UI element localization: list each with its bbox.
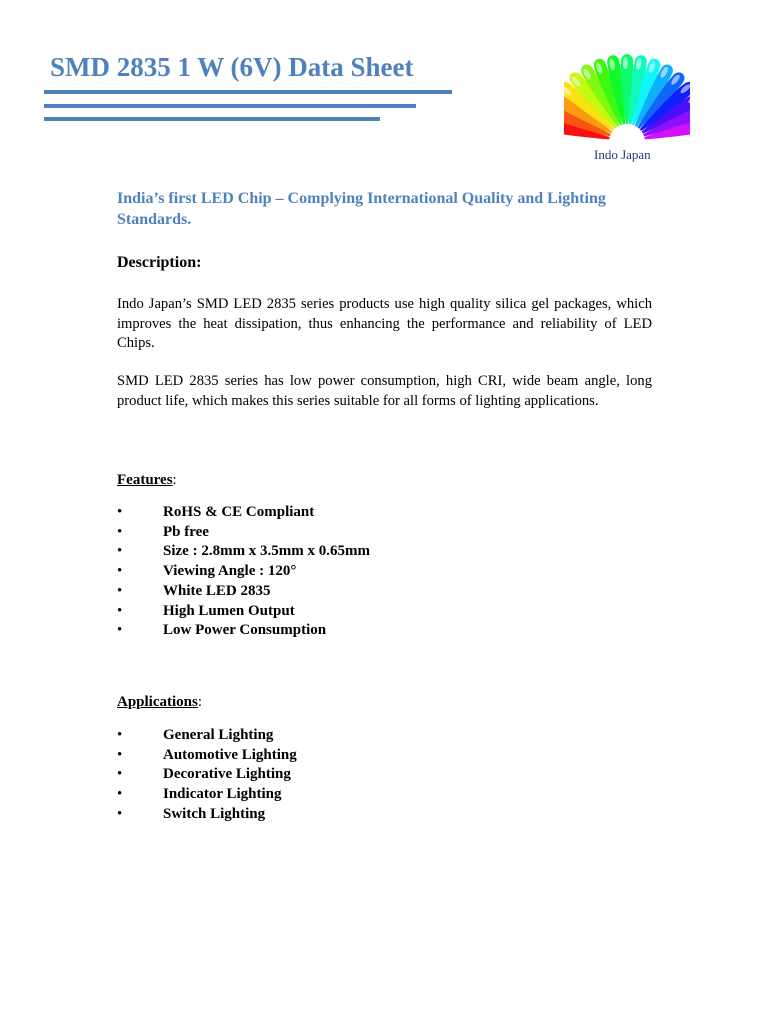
applications-heading	[117, 694, 202, 711]
application-text: Decorative Lighting	[163, 766, 291, 783]
list-item	[117, 805, 297, 825]
list-item	[117, 746, 297, 766]
application-text: Indicator Lighting	[163, 786, 282, 803]
description-paragraph-2: SMD LED 2835 series has low power consumption, high CRI, wide beam angle, long product life, which makes this series suitable for all forms of lighting applications.	[117, 373, 652, 409]
bullet-icon: •	[117, 766, 123, 783]
feature-text: High Lumen Output	[163, 602, 295, 619]
bullet-icon: •	[117, 805, 123, 822]
feature-text: Low Power Consumption	[163, 622, 327, 639]
page-title: SMD 2835 1 W (6V) Data Sheet	[50, 52, 414, 82]
list-item	[117, 785, 297, 805]
list-item	[117, 582, 370, 602]
application-text: General Lighting	[163, 727, 274, 743]
list-item	[117, 621, 370, 641]
list-item	[117, 726, 297, 746]
list-item	[117, 542, 370, 562]
feature-text: RoHS & CE Compliant	[163, 504, 315, 520]
description-paragraph-1: Indo Japan’s SMD LED 2835 series products use high quality silica gel packages, which improves the heat dissipation, thus enhancing the performance and reliability of LED Chips.	[117, 296, 652, 351]
list-item	[117, 523, 370, 543]
list-item	[117, 562, 370, 582]
list-item	[117, 765, 297, 785]
features-heading	[117, 472, 177, 489]
title-rule-2	[44, 104, 416, 108]
logo-ray-highlight	[623, 57, 628, 69]
bullet-icon: •	[117, 622, 123, 639]
feature-text: Viewing Angle : 120°	[163, 563, 297, 580]
bullet-icon: •	[117, 563, 123, 580]
feature-text: Pb free	[163, 523, 209, 540]
list-item	[117, 602, 370, 622]
description-heading: Description:	[117, 254, 202, 271]
applications-list	[117, 726, 297, 825]
bullet-icon: •	[117, 727, 123, 743]
feature-text: White LED 2835	[163, 582, 271, 599]
applications-heading-colon: :	[197, 694, 203, 710]
title-rule-1	[44, 90, 452, 94]
title-rule-3	[44, 117, 380, 121]
features-heading-text: Features	[117, 472, 173, 488]
bullet-icon: •	[117, 786, 123, 803]
bullet-icon: •	[117, 523, 123, 540]
features-heading-colon: :	[172, 472, 177, 488]
bullet-icon: •	[117, 582, 123, 599]
bullet-icon: •	[117, 746, 123, 763]
logo-text: Indo Japan	[594, 147, 651, 162]
bullet-icon: •	[117, 602, 123, 619]
bullet-icon: •	[117, 543, 123, 560]
features-list	[117, 503, 370, 641]
bullet-icon: •	[117, 504, 123, 520]
applications-heading-text: Applications	[117, 694, 198, 710]
feature-text: Size : 2.8mm x 3.5mm x 0.65mm	[163, 543, 371, 560]
application-text: Switch Lighting	[163, 805, 266, 822]
application-text: Automotive Lighting	[163, 746, 297, 763]
tagline: India’s first LED Chip – Complying International Quality and Lighting Standards.	[117, 190, 606, 228]
list-item	[117, 503, 370, 523]
